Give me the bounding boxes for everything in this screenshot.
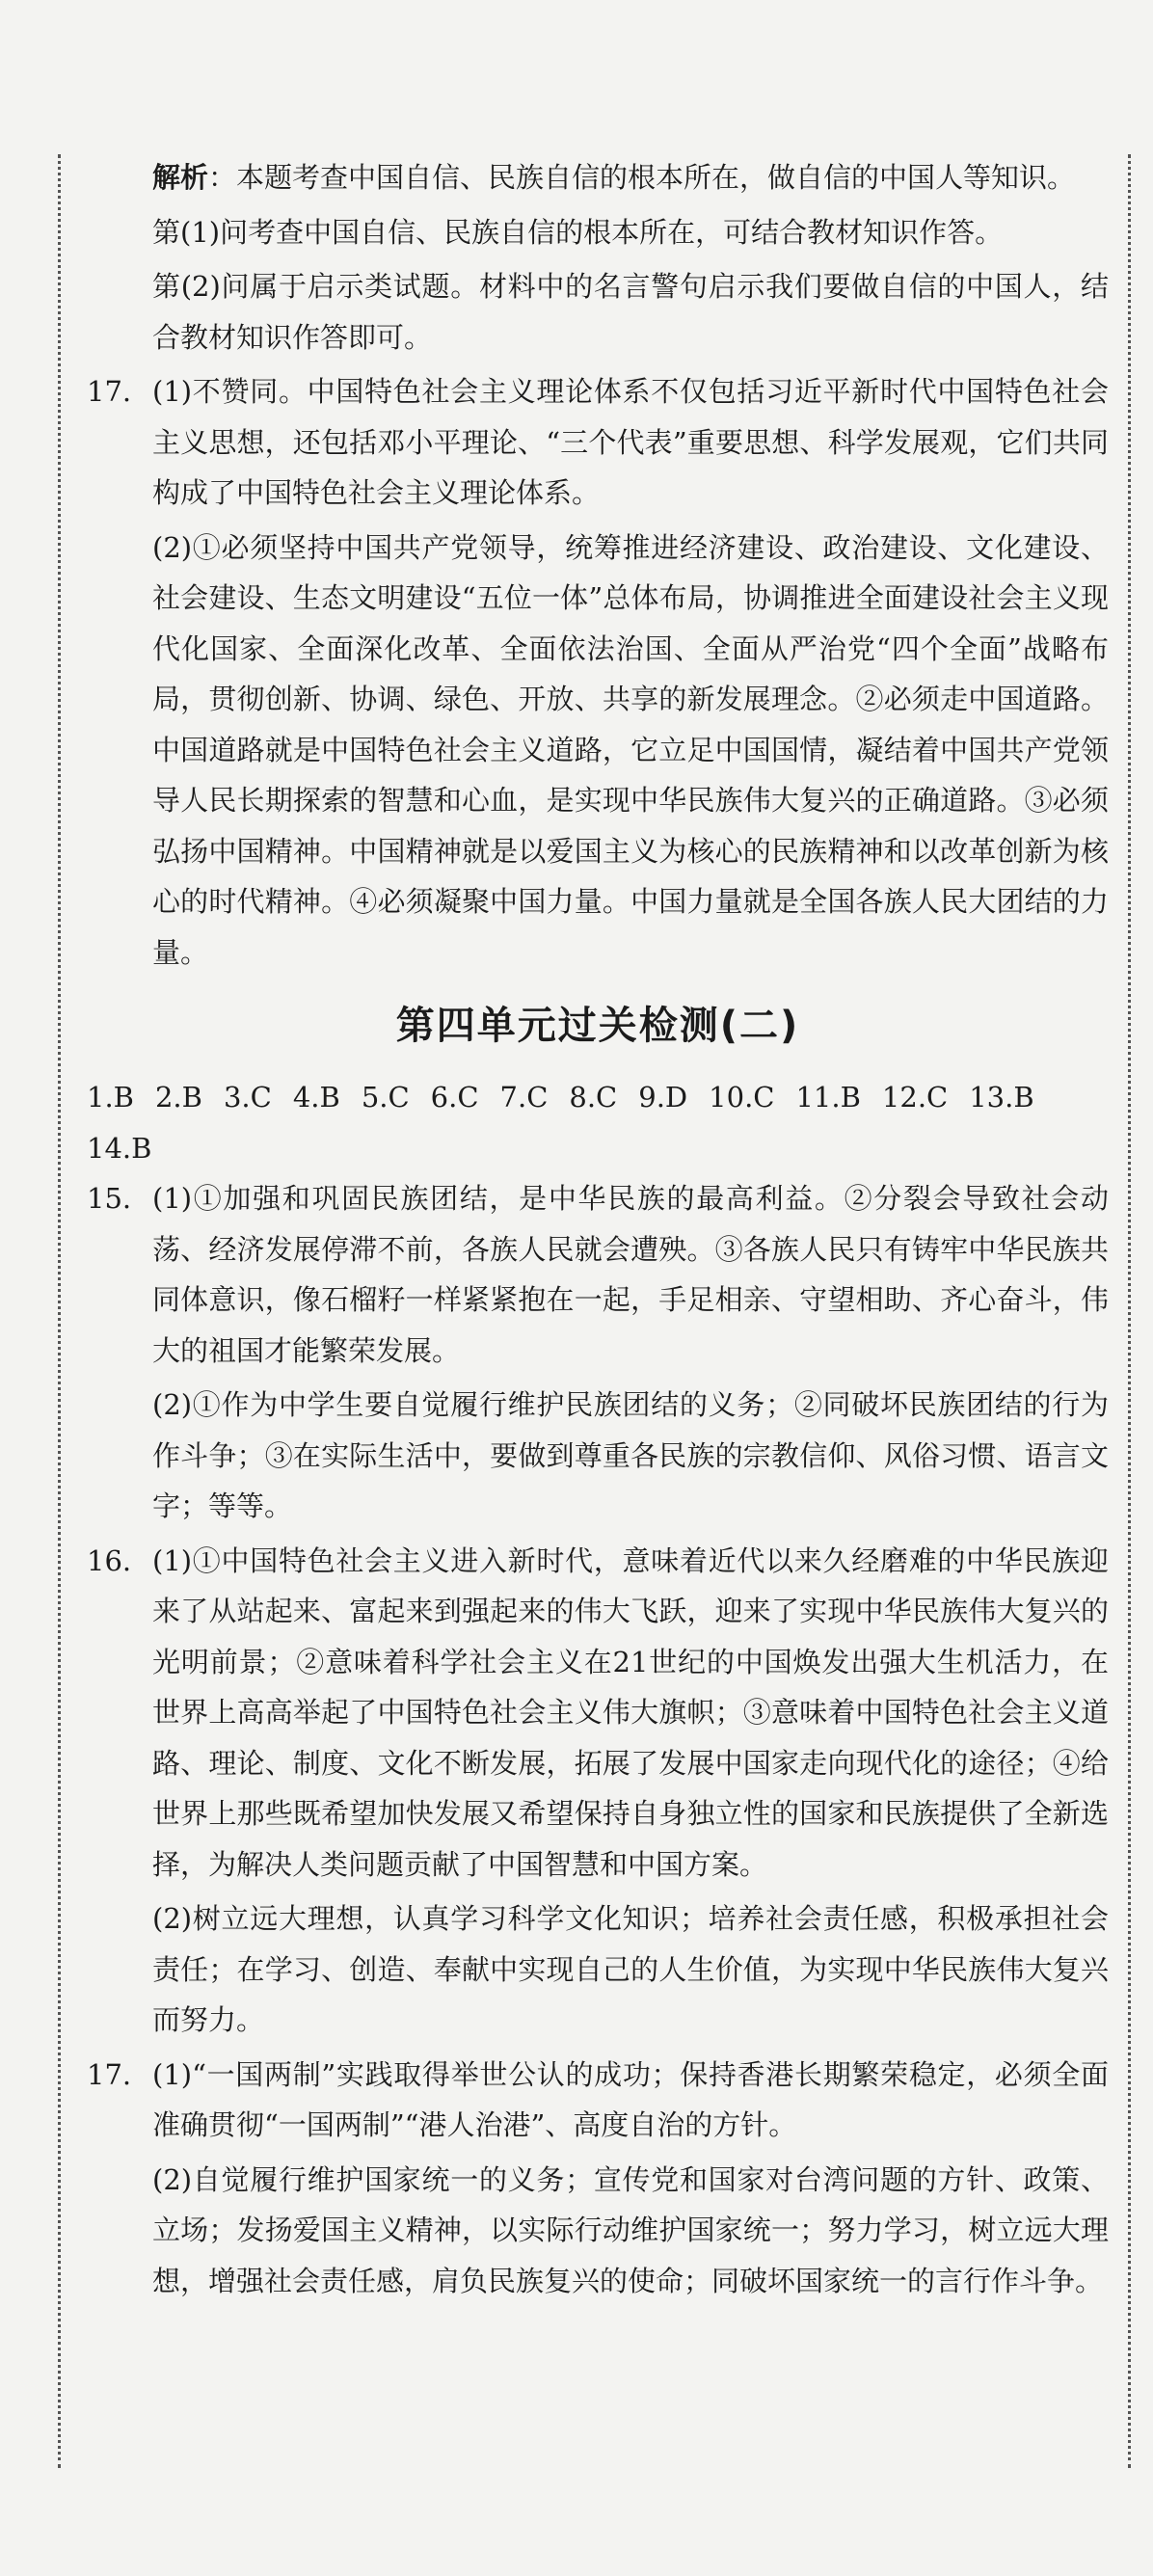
question-16-part-2: (2)树立远大理想，认真学习科学文化知识；培养社会责任感，积极承担社会责任；在学习、创造、奉献中实现自己的人生价值，为实现中华民族伟大复兴而努力。	[152, 1902, 1109, 2036]
answer-7: 7.C	[499, 1081, 549, 1114]
question-17-number: 17.	[87, 375, 132, 408]
answer-12: 12.C	[881, 1081, 949, 1114]
question-15-part-2: (2)①作为中学生要自觉履行维护民族团结的义务；②同破坏民族团结的行为作斗争；③在实际生活中，要做到尊重各民族的宗教信仰、风俗习惯、语言文字；等等。	[152, 1388, 1109, 1522]
question-17b-part-2: (2)自觉履行维护国家统一的义务；宣传党和国家对台湾问题的方针、政策、立场；发扬爱国主义精神，以实际行动维护国家统一；努力学习，树立远大理想，增强社会责任感，肩负民族复兴的使命；同破坏国家统一的言行作斗争。	[152, 2162, 1109, 2297]
analysis-text-1: ：本题考查中国自信、民族自信的根本所在，做自信的中国人等知识。	[208, 161, 1076, 194]
answer-6: 6.C	[430, 1081, 479, 1114]
question-17-part-2: (2)①必须坚持中国共产党领导，统筹推进经济建设、政治建设、文化建设、社会建设、生态文明建设“五位一体”总体布局，协调推进全面建设社会主义现代化国家、全面深化改革、全面依法治国、全面从严治党“四个全面”战略布局，贯彻创新、协调、绿色、开放、共享的新发展理念。②必须走中国道路。中国道路就是中国特色社会主义道路，它立足中国国情，凝结着中国共产党领导人民长期探索的智慧和心血，是实现中华民族伟大复兴的正确道路。③必须弘扬中国精神。中国精神就是以爱国主义为核心的民族精神和以改革创新为核心的时代精神。④必须凝聚中国力量。中国力量就是全国各族人民大团结的力量。	[152, 530, 1109, 969]
right-dotted-rule	[1128, 154, 1131, 2468]
question-15-part-1	[87, 1173, 1109, 1376]
answer-11: 11.B	[795, 1081, 861, 1114]
answer-10: 10.C	[709, 1081, 775, 1114]
answer-14: 14.B	[87, 1131, 152, 1165]
answer-4: 4.B	[292, 1081, 340, 1114]
analysis-label: 解析	[152, 161, 209, 194]
answer-2: 2.B	[154, 1081, 202, 1114]
analysis-line-3: 第(2)问属于启示类试题。材料中的名言警句启示我们要做自信的中国人，结合教材知识作答即可。	[152, 270, 1109, 354]
question-17b-part-1-text: (1)“一国两制”实践取得举世公认的成功；保持香港长期繁荣稳定，必须全面准确贯彻“一国两制”“港人治港”、高度自治的方针。	[152, 2057, 1109, 2141]
answer-8: 8.C	[569, 1081, 618, 1114]
answer-5: 5.C	[361, 1081, 410, 1114]
question-17b-number: 17.	[87, 2057, 132, 2091]
section-title: 第四单元过关检测(二)	[395, 1004, 800, 1048]
question-16-part-1-text: (1)①中国特色社会主义进入新时代，意味着近代以来久经磨难的中华民族迎来了从站起来、富起来到强起来的伟大飞跃，迎来了实现中华民族伟大复兴的光明前景；②意味着科学社会主义在21世纪的中国焕发出强大生机活力，在世界上高高举起了中国特色社会主义伟大旗帜；③意味着中国特色社会主义道路、理论、制度、文化不断发展，拓展了发展中国家走向现代化的途径；④给世界上那些既希望加快发展又希望保持自身独立性的国家和民族提供了全新选择，为解决人类问题贡献了中国智慧和中国方案。	[152, 1543, 1109, 1881]
analysis-line-2: 第(1)问考查中国自信、民族自信的根本所在，可结合教材知识作答。	[152, 215, 1004, 249]
answer-content	[87, 152, 1109, 2310]
answer-3: 3.C	[223, 1081, 272, 1114]
multiple-choice-answers	[87, 1072, 1109, 1173]
question-15-number: 15.	[87, 1182, 132, 1215]
question-16-number: 16.	[87, 1543, 132, 1577]
question-17b-part-1	[87, 2050, 1109, 2151]
analysis-line-1	[87, 152, 1109, 203]
question-17-part-1-text: (1)不赞同。中国特色社会主义理论体系不仅包括习近平新时代中国特色社会主义思想，还包括邓小平理论、“三个代表”重要思想、科学发展观，它们共同构成了中国特色社会主义理论体系。	[152, 375, 1109, 509]
question-16-part-1	[87, 1536, 1109, 1891]
answer-13: 13.B	[969, 1081, 1034, 1114]
left-dotted-rule	[58, 154, 61, 2468]
question-17-part-1	[87, 366, 1109, 519]
answer-9: 9.D	[638, 1081, 688, 1114]
answer-1: 1.B	[87, 1081, 134, 1114]
question-15-part-1-text: (1)①加强和巩固民族团结，是中华民族的最高利益。②分裂会导致社会动荡、经济发展停滞不前，各族人民就会遭殃。③各族人民只有铸牢中华民族共同体意识，像石榴籽一样紧紧抱在一起，手足相亲、守望相助、齐心奋斗，伟大的祖国才能繁荣发展。	[152, 1182, 1109, 1367]
